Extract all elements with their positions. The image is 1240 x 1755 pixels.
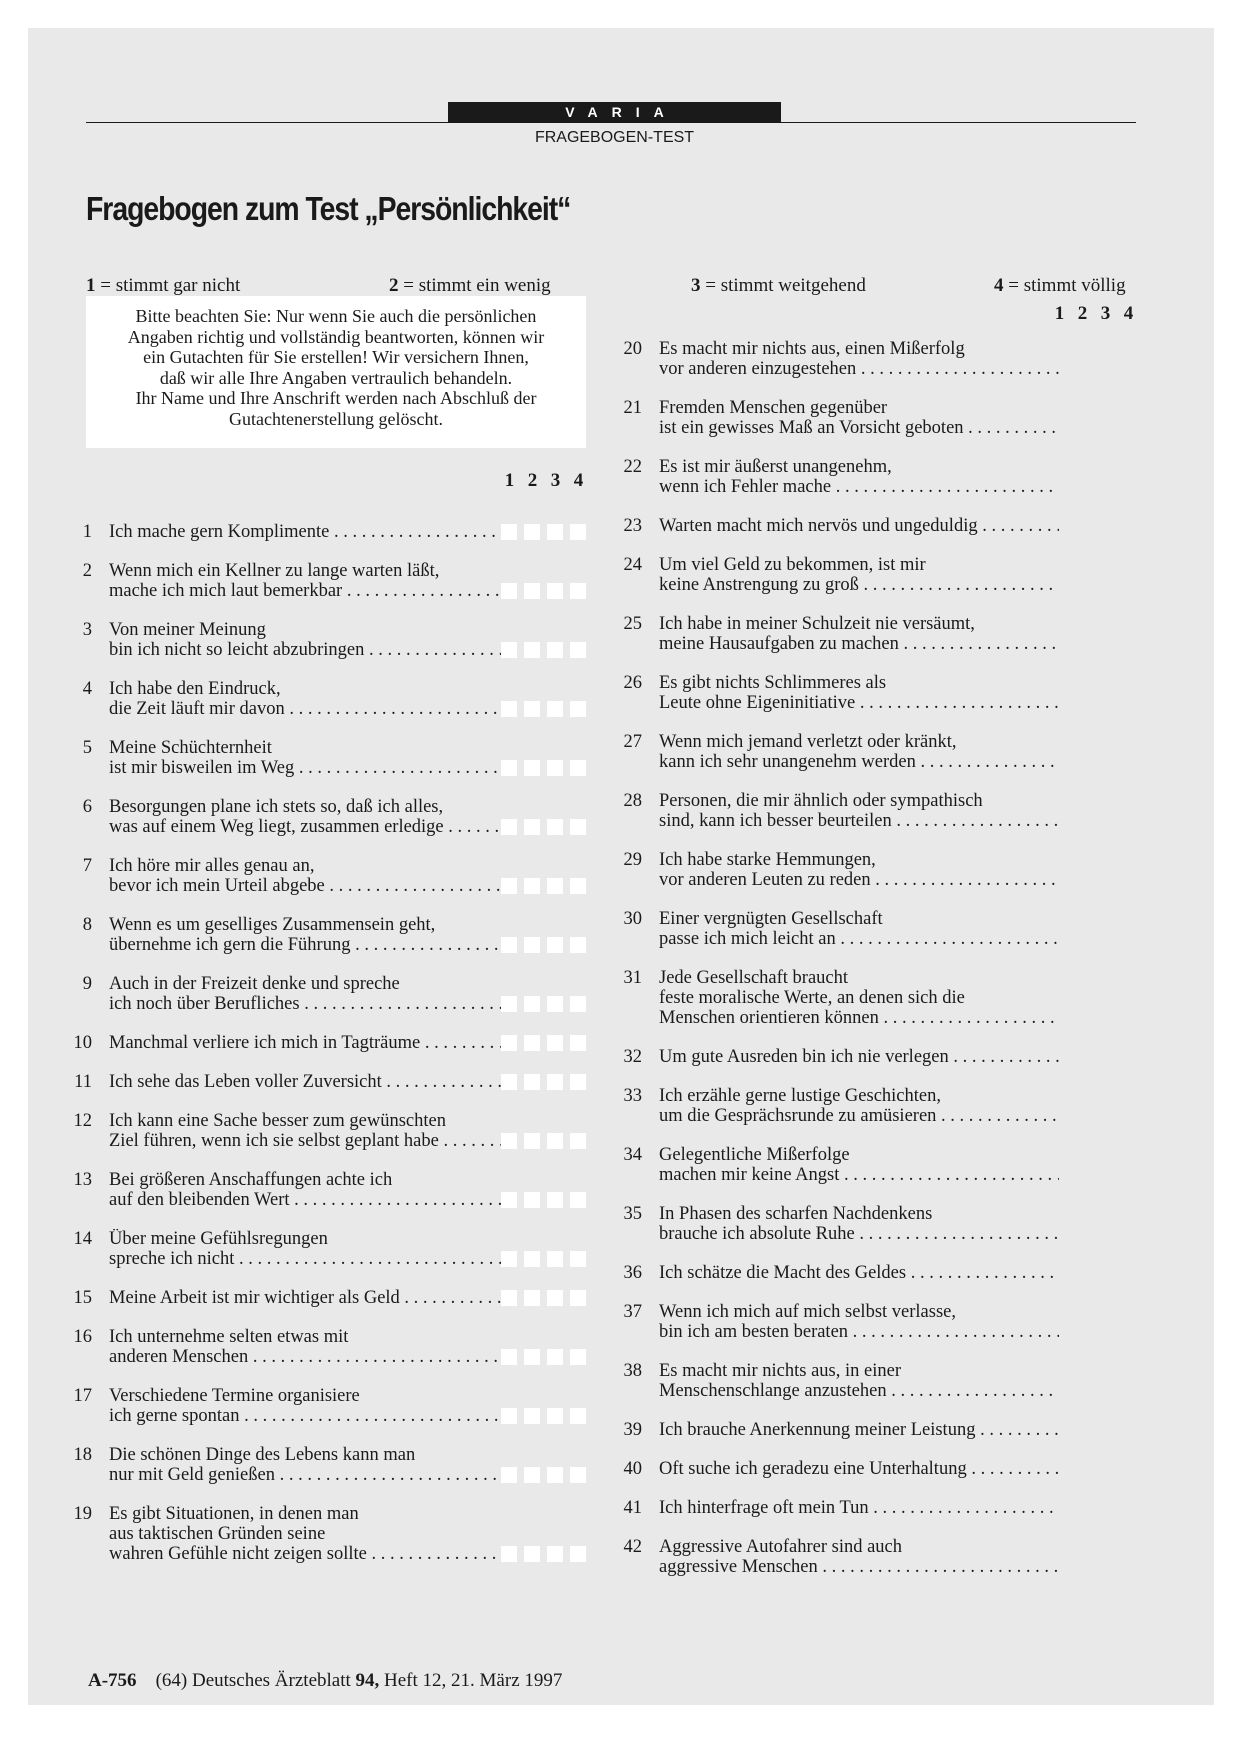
question-text [109, 856, 509, 896]
question-line: Um gute Ausreden bin ich nie verlegen . . . [659, 1047, 1059, 1067]
answer-boxes [501, 1347, 589, 1367]
question-line: übernehme ich gern die Führung . . . [109, 935, 509, 955]
scale-label: 4 [1123, 303, 1134, 324]
question-number: 5 [82, 738, 92, 758]
question-number: 33 [623, 1086, 642, 1106]
scale-label: 2 [1077, 303, 1088, 324]
question-line: Die schönen Dinge des Lebens kann man [109, 1445, 416, 1465]
question-line: aus taktischen Gründen seine [109, 1524, 326, 1544]
question-text [109, 1504, 509, 1564]
question-text [109, 1445, 509, 1485]
question-text [109, 974, 509, 1014]
question-line: Ich sehe das Leben voller Zuversicht . . . [109, 1072, 509, 1092]
question-line: Meine Schüchternheit [109, 738, 272, 758]
question-line: Es gibt Situationen, in denen man [109, 1504, 359, 1524]
question-number: 10 [73, 1033, 92, 1053]
section-label: FRAGEBOGEN-TEST [534, 129, 695, 146]
question-line: Über meine Gefühlsregungen [109, 1229, 328, 1249]
legend-item-1 [86, 274, 240, 298]
answer-boxes [501, 994, 589, 1014]
question-number: 13 [73, 1170, 92, 1190]
answer-boxes [501, 699, 589, 719]
section-bar: VARIA [448, 102, 781, 123]
question-number: 6 [82, 797, 92, 817]
answer-checkbox-1[interactable] [501, 1074, 517, 1090]
question-number: 25 [623, 614, 642, 634]
answer-checkbox-4[interactable] [570, 1133, 586, 1149]
question-number: 28 [623, 791, 642, 811]
question-line: Es macht mir nichts aus, in einer [659, 1361, 901, 1381]
legend-label: = stimmt weitgehend [705, 275, 866, 296]
answer-boxes [501, 1288, 589, 1308]
notice-line: daß wir alle Ihre Angaben vertraulich behandeln. [159, 367, 513, 388]
question-line: Gelegentliche Mißerfolge [659, 1145, 850, 1165]
question-line: sind, kann ich besser beurteilen . . . [659, 811, 1059, 831]
question-number: 7 [82, 856, 92, 876]
question-text [659, 1459, 1059, 1479]
legend-number: 3 [691, 275, 701, 296]
question-line: bin ich nicht so leicht abzubringen . . . [109, 640, 509, 660]
question-line: die Zeit läuft mir davon . . . [109, 699, 509, 719]
answer-boxes [501, 1131, 589, 1151]
question-number: 19 [73, 1504, 92, 1524]
question-number: 31 [623, 968, 642, 988]
answer-boxes [501, 1465, 589, 1485]
question-text [659, 1498, 1059, 1518]
question-line: Ich schätze die Macht des Geldes . . . [659, 1263, 1059, 1283]
answer-boxes [501, 1544, 589, 1564]
answer-checkbox-2[interactable] [524, 701, 540, 717]
answer-checkbox-1[interactable] [501, 1349, 517, 1365]
question-line: wenn ich Fehler mache . . . [659, 477, 1059, 497]
question-line: kann ich sehr unangenehm werden . . . [659, 752, 1059, 772]
answer-boxes [501, 876, 589, 896]
answer-boxes [501, 522, 589, 542]
question-line: spreche ich nicht . . . [109, 1249, 509, 1269]
question-text [659, 1537, 1059, 1577]
answer-checkbox-4[interactable] [570, 524, 586, 540]
answer-checkbox-2[interactable] [524, 1290, 540, 1306]
question-text [659, 791, 1059, 831]
question-line: Menschenschlange anzustehen . . . [659, 1381, 1059, 1401]
question-text [659, 457, 1059, 497]
question-text [109, 1327, 509, 1367]
scale-label: 2 [527, 470, 538, 491]
question-number: 18 [73, 1445, 92, 1465]
answer-checkbox-3[interactable] [547, 1192, 563, 1208]
question-line: Ich habe den Eindruck, [109, 679, 281, 699]
answer-checkbox-3[interactable] [547, 1546, 563, 1562]
question-text [109, 1229, 509, 1269]
page-title: Fragebogen zum Test „Persönlichkeit“ [86, 190, 571, 227]
answer-boxes [501, 581, 589, 601]
question-number: 16 [73, 1327, 92, 1347]
question-number: 4 [82, 679, 92, 699]
question-line: feste moralische Werte, an denen sich die [659, 988, 965, 1008]
question-number: 34 [623, 1145, 642, 1165]
question-text [659, 398, 1059, 438]
question-line: Fremden Menschen gegenüber [659, 398, 888, 418]
question-text [109, 738, 509, 778]
page [28, 28, 1214, 1705]
answer-checkbox-4[interactable] [570, 1349, 586, 1365]
answer-checkbox-1[interactable] [501, 1133, 517, 1149]
question-line: Um viel Geld zu bekommen, ist mir [659, 555, 926, 575]
legend-label: = stimmt völlig [1008, 275, 1126, 296]
legend-number: 1 [86, 275, 96, 296]
question-text [109, 1033, 509, 1053]
question-line: vor anderen einzugestehen . . . [659, 359, 1059, 379]
question-line: Ich höre mir alles genau an, [109, 856, 315, 876]
answer-checkbox-3[interactable] [547, 1290, 563, 1306]
question-number: 1 [82, 522, 92, 542]
question-text [659, 1263, 1059, 1283]
question-line: Warten macht mich nervös und ungeduldig . . . [659, 516, 1059, 536]
answer-checkbox-4[interactable] [570, 642, 586, 658]
scale-label: 1 [504, 470, 515, 491]
question-line: Leute ohne Eigeninitiative . . . [659, 693, 1059, 713]
page-number: A-756 [88, 1670, 137, 1691]
question-text [659, 1086, 1059, 1126]
question-line: Aggressive Autofahrer sind auch [659, 1537, 903, 1557]
question-line: In Phasen des scharfen Nachdenkens [659, 1204, 933, 1224]
answer-checkbox-3[interactable] [547, 1035, 563, 1051]
answer-checkbox-3[interactable] [547, 1349, 563, 1365]
question-line: ist ein gewisses Maß an Vorsicht geboten . . . [659, 418, 1059, 438]
question-text [659, 968, 1059, 1028]
answer-checkbox-3[interactable] [547, 1074, 563, 1090]
answer-checkbox-1[interactable] [501, 1546, 517, 1562]
question-number: 9 [82, 974, 92, 994]
answer-boxes [501, 758, 589, 778]
answer-checkbox-2[interactable] [524, 1467, 540, 1483]
answer-checkbox-1[interactable] [501, 996, 517, 1012]
question-line: Menschen orientieren können . . . [659, 1008, 1059, 1028]
header-rule [86, 122, 1136, 123]
answer-checkbox-4[interactable] [570, 1467, 586, 1483]
question-line: auf den bleibenden Wert . . . [109, 1190, 509, 1210]
question-text [659, 1145, 1059, 1185]
notice-line: ein Gutachten für Sie erstellen! Wir versichern Ihnen, [143, 347, 529, 368]
question-text [659, 1047, 1059, 1067]
question-line: Es macht mir nichts aus, einen Mißerfolg [659, 339, 965, 359]
question-line: Ich brauche Anerkennung meiner Leistung . . . [659, 1420, 1059, 1440]
notice-line: Ihr Name und Ihre Anschrift werden nach Abschluß der [135, 388, 537, 409]
answer-checkbox-1[interactable] [501, 819, 517, 835]
question-text [109, 1111, 509, 1151]
question-line: Wenn es um geselliges Zusammensein geht, [109, 915, 436, 935]
answer-checkbox-4[interactable] [570, 1192, 586, 1208]
issue-date: Heft 12, 21. März 1997 [384, 1670, 563, 1691]
question-line: ist mir bisweilen im Weg . . . [109, 758, 509, 778]
question-line: Jede Gesellschaft braucht [659, 968, 849, 988]
question-number: 2 [82, 561, 92, 581]
question-number: 32 [623, 1047, 642, 1067]
answer-checkbox-3[interactable] [547, 760, 563, 776]
answer-boxes [501, 1249, 589, 1269]
answer-checkbox-2[interactable] [524, 878, 540, 894]
question-text [109, 915, 509, 955]
answer-checkbox-1[interactable] [501, 524, 517, 540]
question-text [659, 909, 1059, 949]
question-number: 23 [623, 516, 642, 536]
answer-checkbox-2[interactable] [524, 1133, 540, 1149]
scale-label: 1 [1054, 303, 1065, 324]
question-line: aggressive Menschen . . . [659, 1557, 1059, 1577]
legend-number: 4 [994, 275, 1004, 296]
question-number: 24 [623, 555, 642, 575]
question-number: 41 [623, 1498, 642, 1518]
question-line: Ich kann eine Sache besser zum gewünschten [109, 1111, 446, 1131]
question-line: nur mit Geld genießen . . . [109, 1465, 509, 1485]
answer-checkbox-4[interactable] [570, 583, 586, 599]
question-line: Auch in der Freizeit denke und spreche [109, 974, 400, 994]
question-line: machen mir keine Angst . . . [659, 1165, 1059, 1185]
question-number: 26 [623, 673, 642, 693]
question-text [659, 850, 1059, 890]
answer-checkbox-1[interactable] [501, 583, 517, 599]
question-number: 40 [623, 1459, 642, 1479]
answer-checkbox-1[interactable] [501, 642, 517, 658]
question-line: anderen Menschen . . . [109, 1347, 509, 1367]
question-text [659, 732, 1059, 772]
answer-checkbox-3[interactable] [547, 583, 563, 599]
question-line: Ich hinterfrage oft mein Tun . . . [659, 1498, 1059, 1518]
page-footer [88, 1669, 562, 1693]
question-line: Manchmal verliere ich mich in Tagträume . . . [109, 1033, 509, 1053]
question-line: ich gerne spontan . . . [109, 1406, 509, 1426]
answer-checkbox-3[interactable] [547, 1133, 563, 1149]
question-number: 14 [73, 1229, 92, 1249]
question-line: Von meiner Meinung [109, 620, 266, 640]
question-line: um die Gesprächsrunde zu amüsieren . . . [659, 1106, 1059, 1126]
question-line: Wenn ich mich auf mich selbst verlasse, [659, 1302, 956, 1322]
question-number: 21 [623, 398, 642, 418]
answer-boxes [501, 1072, 589, 1092]
answer-checkbox-3[interactable] [547, 1467, 563, 1483]
answer-checkbox-4[interactable] [570, 1035, 586, 1051]
answer-checkbox-4[interactable] [570, 1408, 586, 1424]
answer-checkbox-4[interactable] [570, 1546, 586, 1562]
question-line: ich noch über Berufliches . . . [109, 994, 509, 1014]
answer-checkbox-4[interactable] [570, 1251, 586, 1267]
question-number: 17 [73, 1386, 92, 1406]
answer-checkbox-2[interactable] [524, 996, 540, 1012]
question-text [109, 1288, 509, 1308]
question-line: Ich erzähle gerne lustige Geschichten, [659, 1086, 941, 1106]
scale-label: 4 [573, 470, 584, 491]
notice-line: Angaben richtig und vollständig beantworten, können wir [127, 326, 545, 347]
answer-checkbox-4[interactable] [570, 760, 586, 776]
question-text [109, 797, 509, 837]
question-line: Es ist mir äußerst unangenehm, [659, 457, 892, 477]
legend-label: = stimmt ein wenig [403, 275, 551, 296]
scale-label: 3 [1100, 303, 1111, 324]
question-line: bin ich am besten beraten . . . [659, 1322, 1059, 1342]
question-text [659, 555, 1059, 595]
question-text [659, 339, 1059, 379]
question-text [659, 516, 1059, 536]
answer-checkbox-4[interactable] [570, 996, 586, 1012]
answer-checkbox-3[interactable] [547, 1251, 563, 1267]
question-line: Ich habe in meiner Schulzeit nie versäumt, [659, 614, 975, 634]
question-line: Wenn mich jemand verletzt oder kränkt, [659, 732, 957, 752]
answer-checkbox-2[interactable] [524, 819, 540, 835]
question-text [109, 679, 509, 719]
scale-label: 3 [550, 470, 561, 491]
answer-boxes [501, 640, 589, 660]
answer-checkbox-2[interactable] [524, 1546, 540, 1562]
answer-boxes [501, 817, 589, 837]
question-text [659, 614, 1059, 654]
question-number: 22 [623, 457, 642, 477]
journal-volume: 94, [355, 1670, 380, 1691]
question-line: Besorgungen plane ich stets so, daß ich alles, [109, 797, 444, 817]
question-number: 27 [623, 732, 642, 752]
answer-checkbox-4[interactable] [570, 878, 586, 894]
question-text [109, 1072, 509, 1092]
question-number: 42 [623, 1537, 642, 1557]
answer-checkbox-3[interactable] [547, 1408, 563, 1424]
answer-checkbox-3[interactable] [547, 996, 563, 1012]
question-number: 39 [623, 1420, 642, 1440]
answer-checkbox-1[interactable] [501, 1251, 517, 1267]
answer-checkbox-2[interactable] [524, 937, 540, 953]
question-line: Meine Arbeit ist mir wichtiger als Geld . . . [109, 1288, 509, 1308]
question-line: brauche ich absolute Ruhe . . . [659, 1224, 1059, 1244]
answer-checkbox-2[interactable] [524, 1074, 540, 1090]
question-number: 3 [82, 620, 92, 640]
answer-checkbox-4[interactable] [570, 937, 586, 953]
notice-line: Bitte beachten Sie: Nur wenn Sie auch die persönlichen [135, 306, 537, 326]
question-line: vor anderen Leuten zu reden . . . [659, 870, 1059, 890]
journal-name: (64) Deutsches Ärzteblatt [155, 1670, 351, 1691]
answer-checkbox-4[interactable] [570, 1074, 586, 1090]
answer-checkbox-2[interactable] [524, 583, 540, 599]
answer-checkbox-1[interactable] [501, 1290, 517, 1306]
question-line: Ziel führen, wenn ich sie selbst geplant habe . . . [109, 1131, 509, 1151]
question-number: 38 [623, 1361, 642, 1381]
question-line: Es gibt nichts Schlimmeres als [659, 673, 887, 693]
question-number: 8 [82, 915, 92, 935]
answer-checkbox-3[interactable] [547, 878, 563, 894]
answer-boxes [501, 1033, 589, 1053]
answer-checkbox-2[interactable] [524, 642, 540, 658]
answer-boxes [501, 1190, 589, 1210]
question-text [109, 1170, 509, 1210]
answer-checkbox-1[interactable] [501, 1192, 517, 1208]
question-line: Ich unternehme selten etwas mit [109, 1327, 349, 1347]
question-line: Einer vergnügten Gesellschaft [659, 909, 883, 929]
question-number: 12 [73, 1111, 92, 1131]
answer-checkbox-1[interactable] [501, 878, 517, 894]
answer-checkbox-1[interactable] [501, 937, 517, 953]
answer-boxes [501, 935, 589, 955]
answer-checkbox-3[interactable] [547, 701, 563, 717]
question-text [109, 522, 509, 542]
question-line: Ich habe starke Hemmungen, [659, 850, 876, 870]
answer-checkbox-2[interactable] [524, 524, 540, 540]
answer-checkbox-3[interactable] [547, 642, 563, 658]
answer-checkbox-2[interactable] [524, 1349, 540, 1365]
question-line: mache ich mich laut bemerkbar . . . [109, 581, 509, 601]
answer-checkbox-1[interactable] [501, 1467, 517, 1483]
question-number: 30 [623, 909, 642, 929]
answer-checkbox-4[interactable] [570, 701, 586, 717]
question-line: bevor ich mein Urteil abgebe . . . [109, 876, 509, 896]
question-number: 36 [623, 1263, 642, 1283]
answer-checkbox-4[interactable] [570, 819, 586, 835]
question-line: Personen, die mir ähnlich oder sympathisch [659, 791, 983, 811]
answer-checkbox-1[interactable] [501, 760, 517, 776]
answer-boxes [501, 1406, 589, 1426]
answer-checkbox-3[interactable] [547, 819, 563, 835]
answer-checkbox-3[interactable] [547, 937, 563, 953]
question-line: Wenn mich ein Kellner zu lange warten läßt, [109, 561, 440, 581]
question-line: Ich mache gern Komplimente . . . [109, 522, 509, 542]
answer-checkbox-3[interactable] [547, 524, 563, 540]
question-number: 37 [623, 1302, 642, 1322]
question-line: keine Anstrengung zu groß . . . [659, 575, 1059, 595]
question-text [659, 1361, 1059, 1401]
answer-checkbox-2[interactable] [524, 760, 540, 776]
answer-checkbox-4[interactable] [570, 1290, 586, 1306]
question-text [659, 1204, 1059, 1244]
legend-label: = stimmt gar nicht [100, 275, 241, 296]
question-line: Oft suche ich geradezu eine Unterhaltung . . . [659, 1459, 1059, 1479]
answer-checkbox-2[interactable] [524, 1035, 540, 1051]
question-text [109, 1386, 509, 1426]
question-number: 20 [623, 339, 642, 359]
notice-line: Gutachtenerstellung gelöscht. [229, 408, 443, 429]
privacy-notice [86, 296, 586, 448]
question-text [659, 673, 1059, 713]
question-line: Verschiedene Termine organisiere [109, 1386, 360, 1406]
answer-checkbox-2[interactable] [524, 1251, 540, 1267]
legend-item-2 [389, 274, 551, 298]
question-number: 11 [74, 1072, 92, 1092]
question-line: meine Hausaufgaben zu machen . . . [659, 634, 1059, 654]
question-number: 29 [623, 850, 642, 870]
question-line: Bei größeren Anschaffungen achte ich [109, 1170, 393, 1190]
legend-number: 2 [389, 275, 399, 296]
question-number: 15 [73, 1288, 92, 1308]
answer-checkbox-1[interactable] [501, 1408, 517, 1424]
answer-checkbox-2[interactable] [524, 1192, 540, 1208]
question-text [109, 561, 509, 601]
question-text [659, 1302, 1059, 1342]
legend-item-3 [691, 274, 866, 298]
answer-checkbox-1[interactable] [501, 701, 517, 717]
question-line: wahren Gefühle nicht zeigen sollte . . . [109, 1544, 509, 1564]
legend-item-4 [994, 274, 1126, 298]
question-text [109, 620, 509, 660]
question-line: was auf einem Weg liegt, zusammen erledige . . . [109, 817, 509, 837]
question-number: 35 [623, 1204, 642, 1224]
question-text [659, 1420, 1059, 1440]
answer-checkbox-2[interactable] [524, 1408, 540, 1424]
question-line: passe ich mich leicht an . . . [659, 929, 1059, 949]
answer-checkbox-1[interactable] [501, 1035, 517, 1051]
